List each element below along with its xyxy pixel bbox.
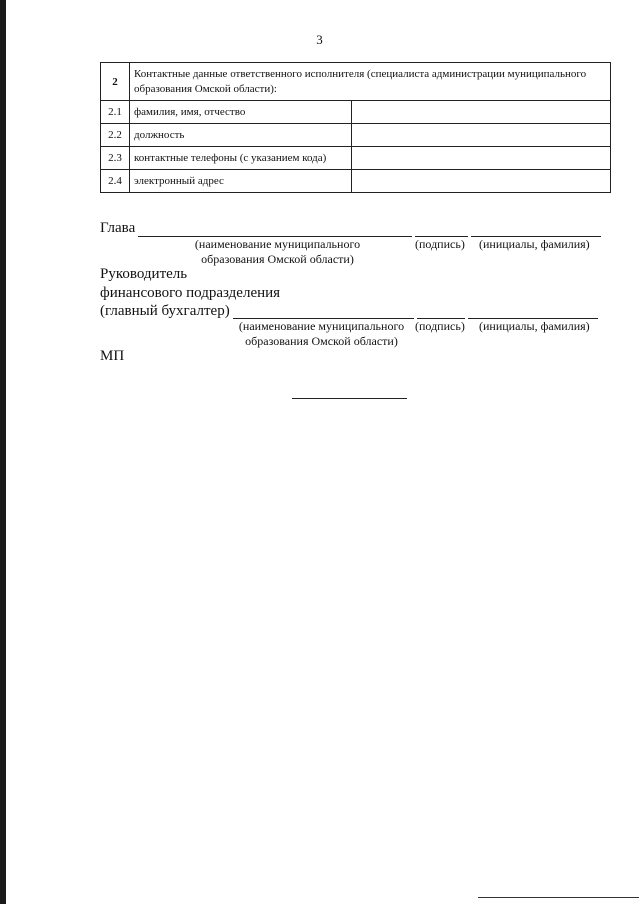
row-value-phones[interactable] [352,147,611,170]
table-row [101,147,611,170]
finance-caption-name-line1: (наименование муниципального [238,319,405,333]
table-row [101,170,611,193]
head-caption-name-line1: (наименование муниципального [194,237,361,251]
head-caption-name [170,237,385,267]
row-label-position: должность [130,124,352,147]
stamp-label: МП [100,348,125,364]
head-title: Глава [100,220,136,236]
row-number: 2.4 [101,170,130,193]
head-caption-initials: (инициалы, фамилия) [479,237,590,251]
page-number: 3 [316,32,323,47]
table-row [101,124,611,147]
finance-caption-name-line2: образования Омской области) [245,334,398,348]
head-caption-signature: (подпись) [415,237,465,251]
contacts-table [100,62,611,193]
finance-title-line3: (главный бухгалтер) [100,303,230,319]
finance-caption-signature: (подпись) [415,319,465,333]
row-number: 2 [101,63,130,101]
row-value-position[interactable] [352,124,611,147]
row-number: 2.2 [101,124,130,147]
closing-rule [292,398,407,399]
table-row [101,101,611,124]
row-value-email[interactable] [352,170,611,193]
row-label-email: электронный адрес [130,170,352,193]
finance-caption-name [214,319,429,349]
finance-title-line1: Руководитель [100,266,188,282]
row-value-full-name[interactable] [352,101,611,124]
table-header-row [101,63,611,101]
row-label-phones: контактные телефоны (с указанием кода) [130,147,352,170]
section-description: Контактные данные ответственного исполнителя (специалиста администрации муниципального образования Омской области): [130,63,611,101]
row-number: 2.1 [101,101,130,124]
finance-caption-initials: (инициалы, фамилия) [479,319,590,333]
finance-title-line2: финансового подразделения [100,285,281,301]
scan-bottom-mark [478,897,639,898]
row-label-full-name: фамилия, имя, отчество [130,101,352,124]
head-caption-name-line2: образования Омской области) [201,252,354,266]
scan-edge-bar [0,0,6,904]
row-number: 2.3 [101,147,130,170]
